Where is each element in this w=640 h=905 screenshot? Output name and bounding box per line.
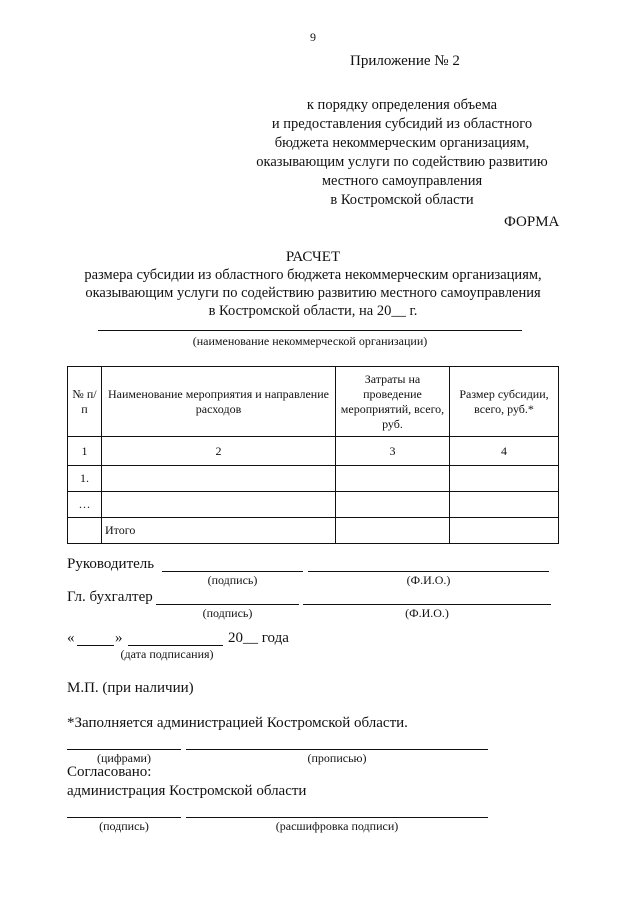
calc-subtitle-line: оказывающим услуги по содействию развитию местного самоуправления bbox=[85, 285, 541, 301]
table-cell[interactable] bbox=[450, 466, 559, 492]
table-row-total bbox=[68, 518, 559, 544]
header-cell-number: № п/п bbox=[68, 367, 102, 437]
table-cell[interactable] bbox=[336, 492, 450, 518]
table-cell bbox=[68, 518, 102, 544]
amount-words-caption: (прописью) bbox=[307, 751, 367, 765]
approval-signature-line[interactable] bbox=[67, 817, 181, 818]
accountant-signature-line[interactable] bbox=[156, 604, 299, 605]
table-cell[interactable] bbox=[450, 518, 559, 544]
appendix-reference bbox=[244, 96, 560, 210]
table-header-row bbox=[68, 367, 559, 437]
date-year-text: 20__ года bbox=[228, 630, 289, 646]
column-number: 3 bbox=[336, 437, 450, 466]
date-open-quote: « bbox=[67, 630, 75, 646]
approval-label: Согласовано: bbox=[67, 764, 152, 780]
amount-digits-caption: (цифрами) bbox=[97, 751, 151, 765]
header-cell-costs: Затраты на проведение мероприятий, всего, руб. bbox=[336, 367, 450, 437]
column-number: 2 bbox=[102, 437, 336, 466]
org-name-caption: (наименование некоммерческой организации) bbox=[192, 334, 428, 348]
header-cell-event: Наименование мероприятия и направление расходов bbox=[102, 367, 336, 437]
org-name-line[interactable] bbox=[98, 330, 522, 331]
header-cell-subsidy: Размер субсидии, всего, руб.* bbox=[450, 367, 559, 437]
subsidy-table bbox=[67, 366, 559, 544]
amount-digits-line[interactable] bbox=[67, 749, 181, 750]
footnote: *Заполняется администрацией Костромской области. bbox=[67, 715, 408, 731]
date-caption: (дата подписания) bbox=[120, 647, 214, 661]
approval-decode-caption: (расшифровка подписи) bbox=[275, 819, 399, 833]
date-day-line[interactable] bbox=[77, 645, 114, 646]
approval-decode-line[interactable] bbox=[186, 817, 488, 818]
table-cell: … bbox=[68, 492, 102, 518]
head-signature-line[interactable] bbox=[162, 571, 303, 572]
table-cell[interactable] bbox=[102, 492, 336, 518]
head-label: Руководитель bbox=[67, 556, 155, 572]
calc-title: РАСЧЕТ bbox=[285, 249, 341, 265]
approval-signature-caption: (подпись) bbox=[99, 819, 149, 833]
table-row bbox=[68, 466, 559, 492]
table-cell-total-label: Итого bbox=[102, 518, 336, 544]
calc-subtitle bbox=[60, 266, 566, 320]
calc-subtitle-line: размера субсидии из областного бюджета некоммерческим организациям, bbox=[84, 267, 542, 283]
appendix-line: и предоставления субсидий из областного bbox=[271, 116, 533, 132]
table-cell[interactable] bbox=[450, 492, 559, 518]
date-month-line[interactable] bbox=[128, 645, 223, 646]
form-label: ФОРМА bbox=[504, 214, 560, 230]
appendix-line: местного самоуправления bbox=[321, 173, 483, 189]
accountant-label: Гл. бухгалтер bbox=[67, 589, 153, 605]
accountant-fio-caption: (Ф.И.О.) bbox=[405, 606, 449, 620]
calc-subtitle-line: в Костромской области, на 20__ г. bbox=[208, 303, 418, 319]
table-cell: 1. bbox=[68, 466, 102, 492]
accountant-signature-caption: (подпись) bbox=[202, 606, 253, 620]
stamp-text: М.П. (при наличии) bbox=[67, 680, 194, 696]
column-number: 4 bbox=[450, 437, 559, 466]
appendix-line: к порядку определения объема bbox=[306, 97, 498, 113]
table-row bbox=[68, 492, 559, 518]
table-cell[interactable] bbox=[336, 466, 450, 492]
appendix-title: Приложение № 2 bbox=[350, 53, 460, 69]
head-signature-caption: (подпись) bbox=[207, 573, 258, 587]
column-number-row bbox=[68, 437, 559, 466]
table-cell[interactable] bbox=[336, 518, 450, 544]
page-number: 9 bbox=[310, 30, 316, 44]
table-cell[interactable] bbox=[102, 466, 336, 492]
accountant-fio-line[interactable] bbox=[303, 604, 551, 605]
appendix-line: оказывающим услуги по содействию развитию bbox=[256, 154, 548, 170]
appendix-line: бюджета некоммерческим организациям, bbox=[274, 135, 530, 151]
date-close-quote: » bbox=[115, 630, 123, 646]
column-number: 1 bbox=[68, 437, 102, 466]
head-fio-caption: (Ф.И.О.) bbox=[406, 573, 451, 587]
appendix-line: в Костромской области bbox=[330, 192, 474, 208]
approval-org: администрация Костромской области bbox=[67, 783, 307, 799]
head-fio-line[interactable] bbox=[308, 571, 549, 572]
amount-words-line[interactable] bbox=[186, 749, 488, 750]
